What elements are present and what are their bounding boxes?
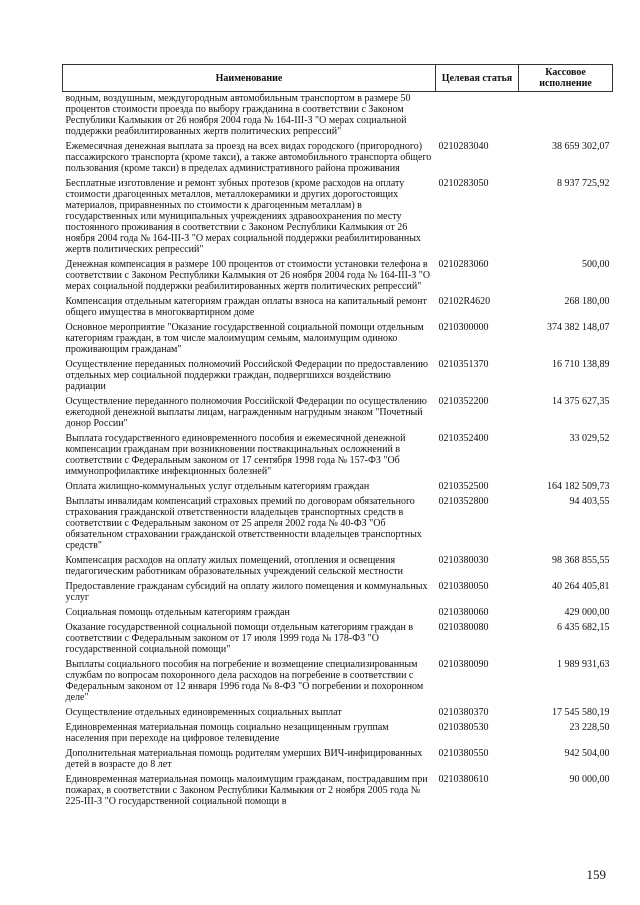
row-code: 0210380370 [438,707,489,718]
table-row [63,480,613,495]
row-amount: 40 264 405,81 [552,581,610,592]
row-code: 0210283050 [438,178,489,189]
row-code: 0210283060 [438,259,489,270]
row-code: 0210380550 [438,748,489,759]
row-name: Единовременная материальная помощь малоимущим гражданам, пострадавшим при пожарах, в соответствии с Законом Республики Калмыкия от 2 ноября 2005 года № 225-III-З "О государственной социальной помощи в [65,774,428,807]
row-code: 0210352800 [438,496,489,507]
row-name: Оплата жилищно-коммунальных услуг отдельным категориям граждан [65,481,370,492]
table-header [63,65,613,92]
header-name: Наименование [63,65,436,92]
row-amount: 23 228,50 [569,722,610,733]
row-name: Компенсация расходов на оплату жилых помещений, отопления и освещения педагогическим работникам образовательных учреждений сельской местности [65,555,403,577]
table-row [63,773,613,810]
row-code: 0210352500 [438,481,489,492]
row-code: 0210380050 [438,581,489,592]
row-name: Осуществление переданных полномочий Российской Федерации по предоставлению отдельных мер социальной поддержки граждан, подвергшихся воздействию радиации [65,359,429,392]
table-row [63,554,613,580]
table-row [63,495,613,554]
row-amount: 268 180,00 [564,296,610,307]
row-amount: 1 989 931,63 [557,659,610,670]
row-code: 0210380610 [438,774,489,785]
row-amount: 164 182 509,73 [547,481,610,492]
table-row [63,721,613,747]
row-amount: 33 029,52 [569,433,610,444]
row-code: 0210380530 [438,722,489,733]
table-row [63,706,613,721]
table-row [63,258,613,295]
row-amount: 38 659 302,07 [552,141,610,152]
table-row [63,321,613,358]
row-amount: 14 375 627,35 [552,396,610,407]
row-amount: 429 000,00 [564,607,610,618]
row-name: Социальная помощь отдельным категориям граждан [65,607,290,618]
row-code: 0210380060 [438,607,489,618]
row-code: 0210352400 [438,433,489,444]
row-amount: 374 382 148,07 [547,322,610,333]
table-row [63,432,613,480]
table-row [63,395,613,432]
table-row [63,140,613,177]
row-name: Оказание государственной социальной помощи отдельным категориям граждан в соответствии с Федеральным законом от 17 июля 1999 года № 178-ФЗ "О государственной социальной помощи" [65,622,414,655]
row-code: 0210380030 [438,555,489,566]
row-name: Выплата государственного единовременного пособия и ежемесячной денежной компенсации гражданам при возникновении поствакцинальных осложнений в соответствии с Федеральным законом от 17 сентября 1998 года № 157-ФЗ "Об иммунопрофилактике инфекционных болезней" [65,433,406,477]
row-amount: 98 368 855,55 [552,555,610,566]
row-name: Дополнительная материальная помощь родителям умерших ВИЧ-инфицированных детей в возрасте до 8 лет [65,748,423,770]
row-code: 0210351370 [438,359,489,370]
row-name: Осуществление отдельных единовременных социальных выплат [65,707,342,718]
page-number: 159 [586,867,606,882]
row-name: Выплаты социального пособия на погребение и возмещение специализированным службам по вопросам похоронного дела расходов на погребение в соответствии с Федеральным законом от 12 января 1996 года № 8-ФЗ "О погребении и похоронном деле" [65,659,424,703]
row-code: 02102R4620 [438,296,491,307]
row-name: Предоставление гражданам субсидий на оплату жилого помещения и коммунальных услуг [65,581,428,603]
row-amount: 8 937 725,92 [557,178,610,189]
row-code: 0210283040 [438,141,489,152]
row-code: 0210300000 [438,322,489,333]
row-name: Бесплатные изготовление и ремонт зубных протезов (кроме расходов на оплату стоимости драгоценных металлов, металлокерамики и других дорогостоящих материалов, приравненных по стоимости к драгоценным металлам) в государственных или муниципальных учреждениях здравоохранения по месту постоянного проживания в соответствии с Законом Республики Калмыкия от 26 ноября 2004 года № 164-III-З "О мерах социальной поддержки реабилитированных жертв политических репрессий" [65,178,421,255]
table-row [63,747,613,773]
table-row [63,295,613,321]
row-code: 0210352200 [438,396,489,407]
row-name: Ежемесячная денежная выплата за проезд на всех видах городского (пригородного) пассажирского транспорта (кроме такси), а также автомобильного транспорта общего пользования (кроме такси) в пределах административного района проживания [65,141,432,174]
table-row [63,580,613,606]
budget-table [62,64,613,810]
row-name: Осуществление переданного полномочия Российской Федерации по осуществлению ежегодной денежной выплаты лицам, награжденным нагрудным знаком "Почетный донор России" [65,396,427,429]
row-name: Основное мероприятие "Оказание государственной социальной помощи отдельным категориям граждан, в том числе малоимущим семьям, малоимущим одиноко проживающим гражданам" [65,322,424,355]
header-code: Целевая статья [436,65,519,92]
table-row [63,606,613,621]
table-row [63,92,613,141]
row-name: Выплаты инвалидам компенсаций страховых премий по договорам обязательного страхования гражданской ответственности владельцев транспортных средств в соответствии с Федеральным законом от 25 апреля 2002 года № 40-ФЗ "Об обязательном страховании гражданской ответственности владельцев транспортных средств" [65,496,422,551]
table-row [63,358,613,395]
row-name: Денежная компенсация в размере 100 процентов от стоимости установки телефона в соответствии с Законом Республики Калмыкия от 26 ноября 2004 года № 164-III-З "О мерах социальной поддержки реабилитированных жертв политических репрессий" [65,259,431,292]
row-amount: 6 435 682,15 [557,622,610,633]
table-body [63,92,613,811]
row-amount: 17 545 580,19 [552,707,610,718]
row-amount [519,92,613,141]
row-amount: 16 710 138,89 [552,359,610,370]
row-amount: 500,00 [582,259,610,270]
row-code: 0210380080 [438,622,489,633]
row-amount: 94 403,55 [569,496,610,507]
row-code [436,92,519,141]
table-row [63,177,613,258]
row-name: Компенсация отдельным категориям граждан оплаты взноса на капитальный ремонт общего имущества в многоквартирном доме [65,296,427,318]
row-name: водным, воздушным, междугородным автомобильным транспортом в размере 50 процентов стоимости проезда по выбору гражданина в соответствии с Законом Республики Калмыкия от 26 ноября 2004 года № 164-III-З "О мерах социальной поддержки реабилитированных жертв политических репрессий" [65,93,411,137]
row-amount: 942 504,00 [564,748,610,759]
row-code: 0210380090 [438,659,489,670]
header-amount: Кассовое исполнение [519,65,613,92]
table-row [63,621,613,658]
row-name: Единовременная материальная помощь социально незащищенным группам населения при переходе на цифровое телевидение [65,722,389,744]
row-amount: 90 000,00 [569,774,610,785]
table-row [63,658,613,706]
